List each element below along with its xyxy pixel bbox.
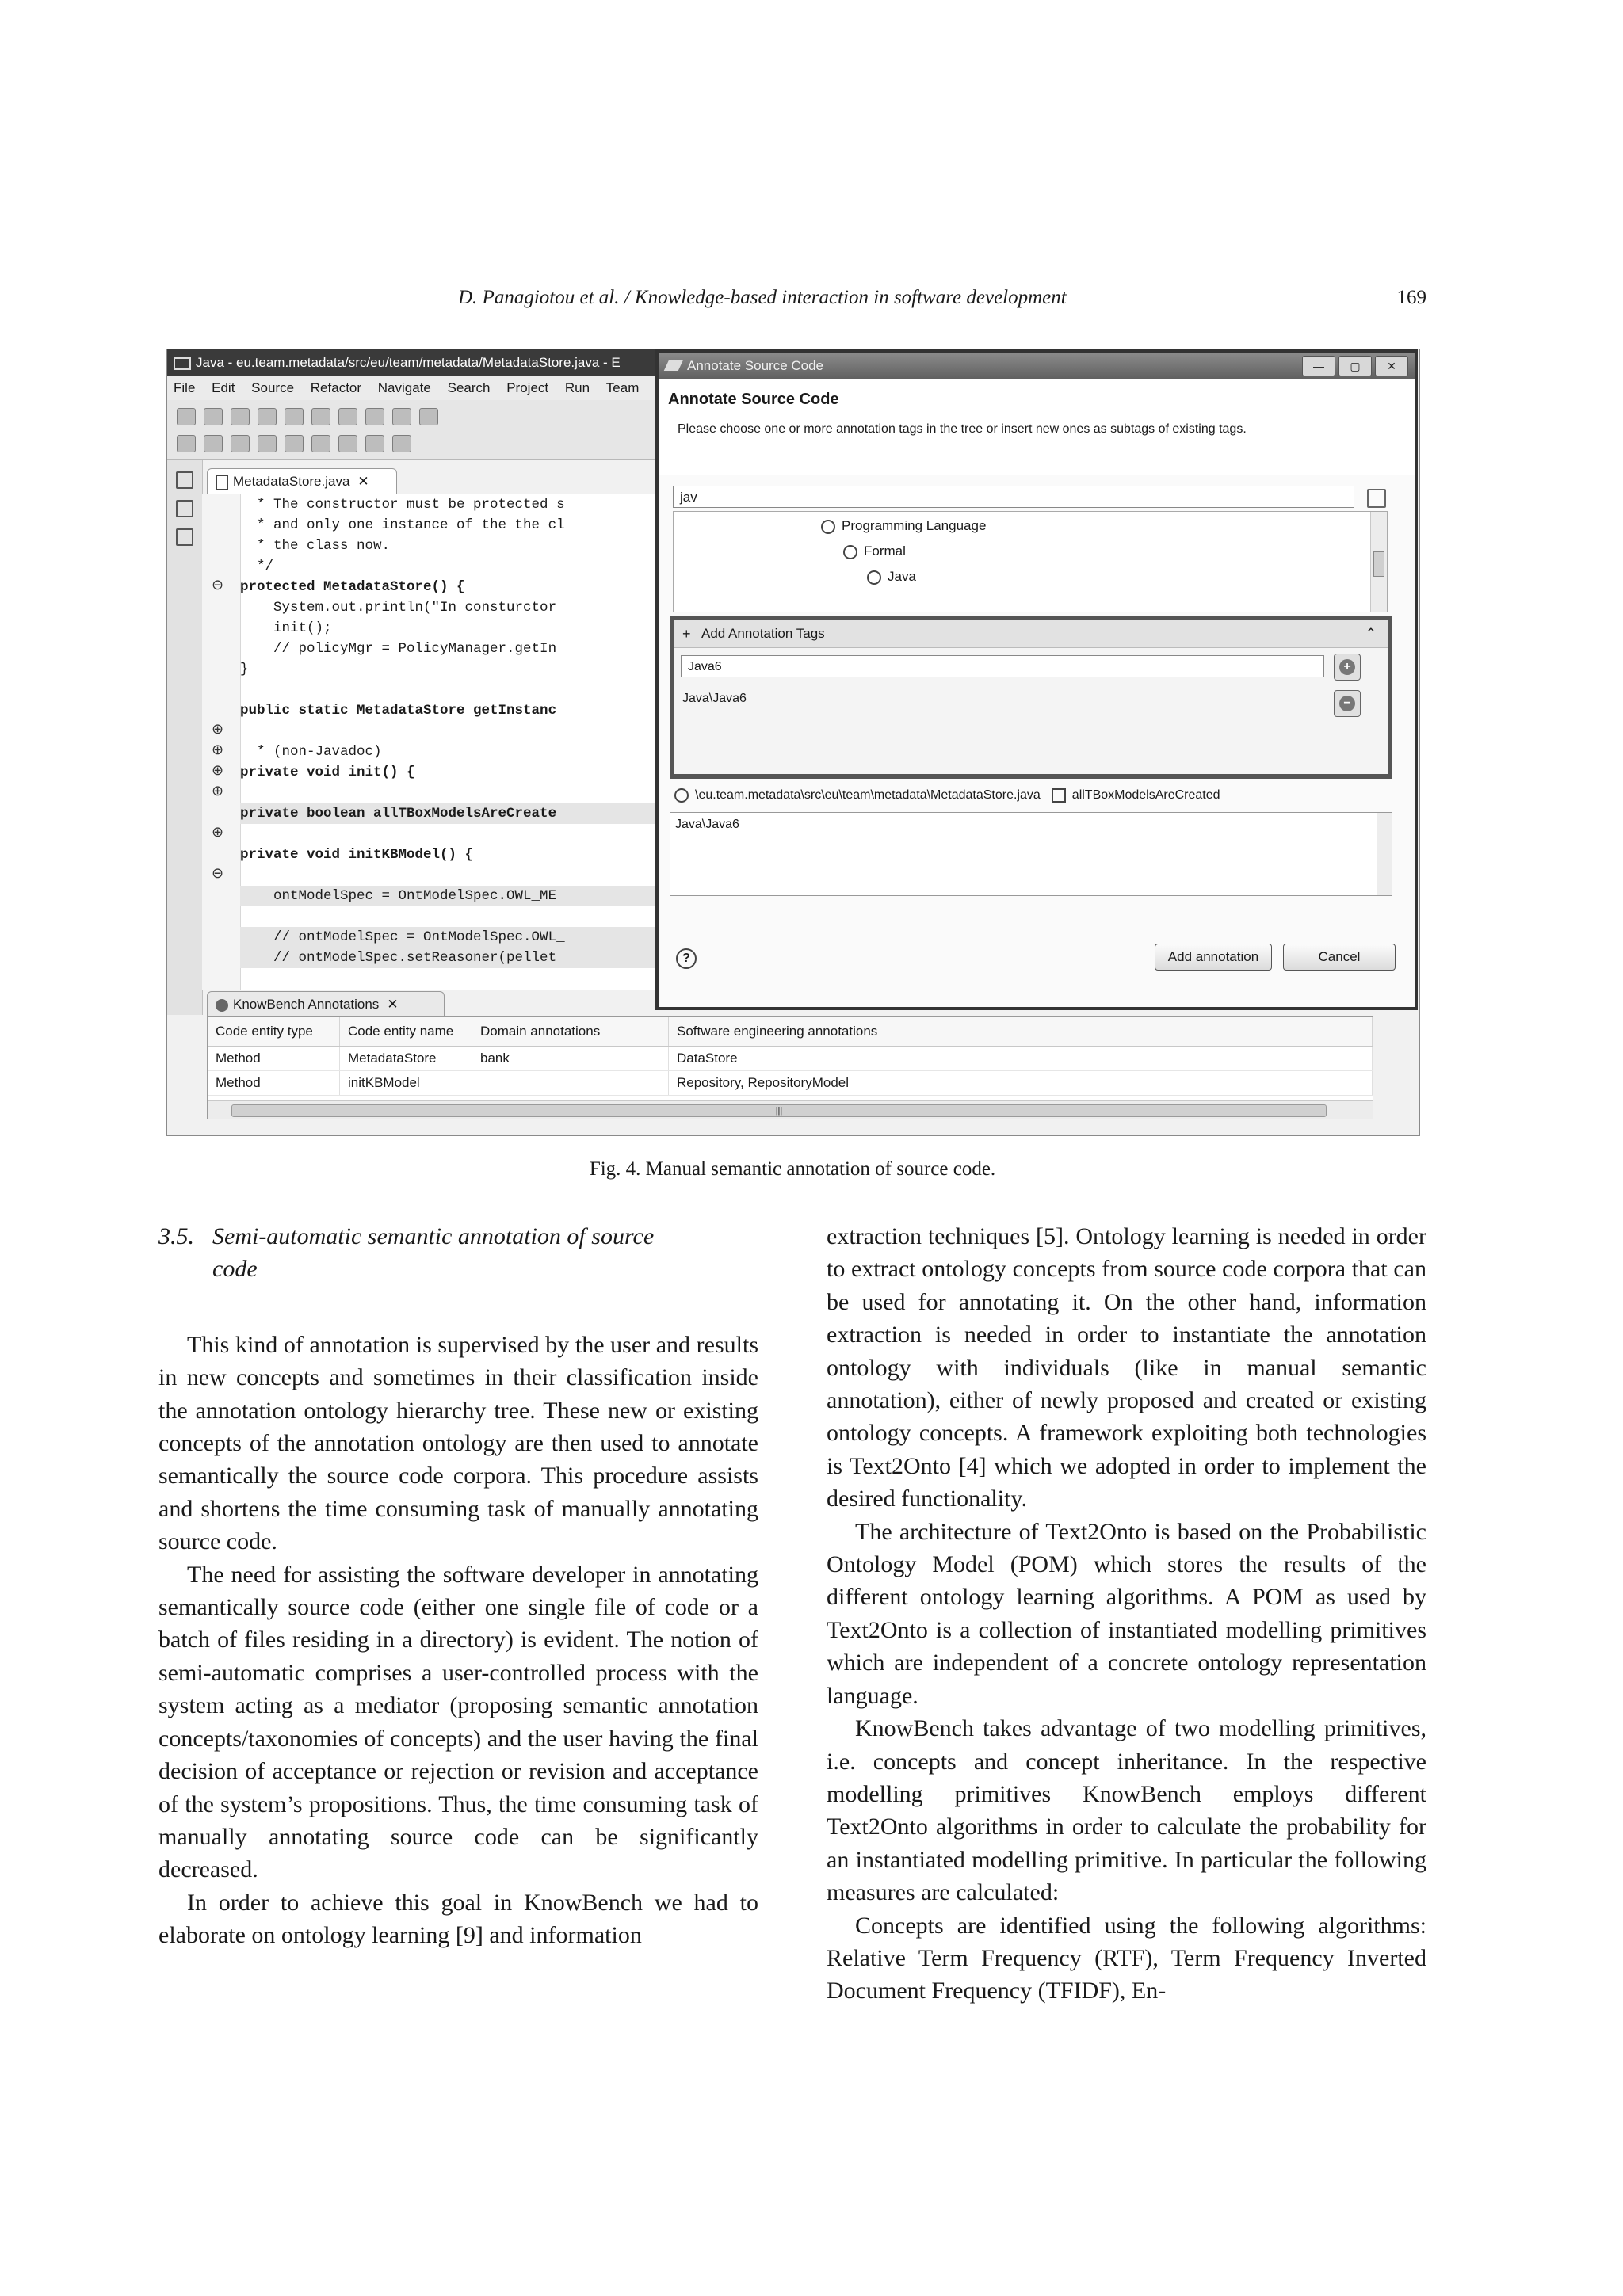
code-line: private void init() { (240, 765, 415, 780)
expand-icon[interactable]: ⊕ (212, 824, 224, 841)
paragraph: This kind of annotation is supervised by the user and results in new concepts and sometimes in their classification inside the annotation ontology hierarchy tree. These new or existing concepts of the annotation ontology are then used to annotate semantically the source code corpora. This procedure assists and shortens the time consuming task of manually annotating source code. (158, 1331, 758, 1555)
figure-caption: Fig. 4. Manual semantic annotation of source code. (589, 1158, 996, 1180)
column-header[interactable]: Code entity name (340, 1017, 472, 1047)
right-column (827, 1220, 1426, 2008)
section-number: 3.5. (158, 1223, 194, 1249)
horizontal-scrollbar[interactable] (208, 1100, 1373, 1119)
cell: DataStore (669, 1047, 1373, 1071)
section-heading (158, 1220, 758, 1286)
dialog-header (659, 379, 1415, 475)
code-line: // ontModelSpec.setReasoner(pellet (240, 948, 678, 968)
maximize-icon[interactable]: ▢ (1338, 356, 1372, 376)
knowbench-icon (216, 999, 228, 1012)
code-line: private void initKBModel() { (240, 847, 474, 863)
section-title-line2: code (212, 1256, 258, 1283)
minimize-icon[interactable]: — (1302, 356, 1335, 376)
print-icon[interactable] (231, 408, 250, 425)
toolbar (167, 400, 674, 460)
code-line: * The constructor must be protected s (240, 497, 565, 513)
menu-project[interactable]: Project (506, 380, 549, 395)
expand-icon[interactable]: ⊕ (212, 762, 224, 779)
open-task-icon[interactable] (177, 435, 196, 452)
next-annotation-icon[interactable] (285, 435, 304, 452)
new-class-icon[interactable] (365, 408, 384, 425)
code-line: * and only one instance of the the cl (240, 517, 565, 533)
previous-annotation-icon[interactable] (311, 435, 330, 452)
cell: MetadataStore (340, 1047, 472, 1071)
code-line: private boolean allTBoxModelsAreCreate (240, 803, 678, 824)
knowbench-annotations-tab[interactable] (207, 991, 445, 1016)
concept-icon (843, 545, 857, 559)
link-icon[interactable] (204, 435, 223, 452)
code-line: protected MetadataStore() { (240, 579, 465, 595)
cell: Repository, RepositoryModel (669, 1071, 1373, 1096)
code-line: System.out.println("In consturctor (240, 600, 557, 616)
running-head: D. Panagiotou et al. / Knowledge-based interaction in software development (458, 287, 1067, 308)
tree-node-label: Programming Language (842, 518, 987, 533)
editor-gutter (202, 494, 241, 990)
code-line: */ (240, 559, 274, 574)
close-icon[interactable]: ✕ (1375, 356, 1408, 376)
close-icon[interactable]: ✕ (387, 997, 399, 1012)
code-line: public static MetadataStore getInstanc (240, 703, 557, 719)
page-number: 169 (1396, 287, 1426, 308)
dialog-heading: Annotate Source Code (668, 391, 839, 408)
panel-title: Add Annotation Tags (701, 626, 825, 641)
menu-edit[interactable]: Edit (212, 380, 235, 395)
textarea-scrollbar[interactable] (1377, 813, 1392, 895)
menu-source[interactable]: Source (251, 380, 295, 395)
tag-search-input[interactable]: jav (673, 486, 1354, 508)
scroll-thumb[interactable]: ||| (231, 1104, 1327, 1117)
scroll-thumb[interactable] (1373, 551, 1384, 577)
new-icon[interactable] (177, 408, 196, 425)
hierarchy-icon[interactable] (176, 500, 193, 517)
open-type-icon[interactable] (392, 408, 411, 425)
breakpoint-icon[interactable] (231, 435, 250, 452)
member-icon (1052, 788, 1066, 803)
menu-refactor[interactable]: Refactor (310, 380, 362, 395)
cube-icon[interactable] (258, 435, 277, 452)
java-file-icon (216, 475, 228, 490)
last-edit-icon[interactable] (338, 435, 357, 452)
pencil-icon (664, 360, 684, 371)
panel-header[interactable] (674, 620, 1388, 648)
code-line: } (240, 662, 249, 677)
cancel-button[interactable]: Cancel (1283, 944, 1396, 971)
new-tag-path: Java\Java6 (682, 692, 747, 705)
menu-bar (167, 376, 674, 400)
annotation-tree[interactable] (673, 511, 1388, 612)
restore-icon[interactable] (176, 471, 193, 489)
column-header[interactable]: Domain annotations (472, 1017, 669, 1047)
add-annotation-button[interactable]: Add annotation (1155, 944, 1272, 971)
remove-tag-button[interactable] (1334, 690, 1361, 717)
save-icon[interactable] (204, 408, 223, 425)
fold-icon[interactable]: ⊖ (212, 865, 224, 882)
left-column (158, 1220, 758, 1952)
eclipse-icon (174, 357, 191, 370)
concept-icon (867, 570, 881, 585)
paragraph: Concepts are identified using the following algorithms: Relative Term Frequency (RTF), Term Frequency Inverted Document Frequency (TFIDF), En- (827, 1912, 1426, 2004)
editor-tab[interactable] (207, 468, 397, 494)
paragraph: The architecture of Text2Onto is based on the Probabilistic Ontology Model (POM) which stores the results of the different ontology learning algorithms. A POM as used by Text2Onto is a collection of instantiated modelling primitives which are independent of a concrete ontology representation language. (827, 1518, 1426, 1709)
search-icon[interactable] (419, 408, 438, 425)
tree-node-label: Formal (864, 543, 906, 559)
selected-tags-area[interactable] (670, 812, 1392, 896)
new-package-icon[interactable] (338, 408, 357, 425)
fold-icon[interactable]: ⊖ (212, 577, 224, 593)
close-icon[interactable]: ✕ (357, 474, 369, 489)
help-icon[interactable]: ? (676, 948, 697, 969)
code-line: // ontModelSpec = OntModelSpec.OWL_ (240, 927, 678, 948)
paragraph: extraction techniques [5]. Ontology learning is needed in order to extract ontology concepts from source code corpora that can be used for annotating it. On the other hand, information extraction is needed in order to instantiate the annotation ontology with individuals (like in manual semantic annotation), either of newly proposed and created or existing ontology concepts. A framework exploiting both technologies is Text2Onto [4] which we adopted in order to implement the desired functionality. (827, 1223, 1426, 1512)
code-line: init(); (240, 620, 332, 636)
paragraph: In order to achieve this goal in KnowBench we had to elaborate on ontology learning [9] and information (158, 1889, 758, 1949)
table-header-row (208, 1017, 1373, 1047)
menu-navigate[interactable]: Navigate (377, 380, 431, 395)
expand-icon[interactable]: ⊕ (212, 783, 224, 799)
selected-tags-value: Java\Java6 (675, 818, 739, 831)
annotations-table (207, 1016, 1373, 1119)
run-icon[interactable] (285, 408, 304, 425)
column-header[interactable]: Code entity type (208, 1017, 340, 1047)
dialog-title-bar (659, 353, 1415, 379)
editor-tab-label: MetadataStore.java (233, 474, 350, 489)
annotate-dialog (655, 349, 1418, 1010)
figure-screenshot (166, 349, 1420, 1136)
location-member: allTBoxModelsAreCreated (1071, 788, 1220, 803)
new-tag-input[interactable]: Java6 (681, 655, 1324, 677)
eclipse-title: Java - eu.team.metadata/src/eu/team/metadata/MetadataStore.java - E (196, 355, 621, 370)
code-line: ontModelSpec = OntModelSpec.OWL_ME (240, 886, 678, 906)
debug-icon[interactable] (258, 408, 277, 425)
code-line: * (non-Javadoc) (240, 744, 382, 760)
cell: bank (472, 1047, 669, 1071)
add-annotation-tags-panel (670, 616, 1392, 779)
cell: Method (208, 1071, 340, 1096)
tree-node-label: Java (888, 569, 916, 584)
cell: initKBModel (340, 1071, 472, 1096)
code-lines (240, 494, 678, 966)
add-tag-button[interactable] (1334, 654, 1361, 681)
table-row[interactable] (208, 1071, 1373, 1096)
expand-icon[interactable]: ⊕ (212, 721, 224, 738)
back-icon[interactable] (365, 435, 384, 452)
code-editor[interactable] (202, 494, 678, 990)
dialog-window-title: Annotate Source Code (687, 358, 824, 373)
cell: Method (208, 1047, 340, 1071)
table-row[interactable] (208, 1047, 1373, 1071)
external-tools-icon[interactable] (311, 408, 330, 425)
location-bar (674, 788, 1220, 803)
section-title-line1: Semi-automatic semantic annotation of source (212, 1223, 655, 1249)
menu-run[interactable]: Run (564, 380, 590, 395)
location-path: \eu.team.metadata\src\eu\team\metadata\MetadataStore.java (695, 788, 1041, 803)
forward-icon[interactable] (392, 435, 411, 452)
expand-icon[interactable]: ⊕ (212, 742, 224, 758)
add-tag-icon: + (682, 626, 691, 642)
minus-icon: − (1339, 696, 1355, 711)
left-trim (167, 460, 203, 1015)
bottom-tab-label: KnowBench Annotations (233, 997, 380, 1012)
cell (472, 1071, 669, 1096)
plus-icon: + (1339, 659, 1355, 675)
clear-search-icon[interactable] (1367, 489, 1386, 508)
tree-node[interactable] (821, 518, 986, 534)
dialog-description: Please choose one or more annotation tags in the tree or insert new ones as subtags of existing tags. (678, 422, 1247, 436)
concept-icon (821, 520, 835, 534)
menu-team[interactable]: Team (605, 380, 640, 395)
outline-icon[interactable] (176, 528, 193, 546)
tree-node[interactable] (867, 569, 916, 585)
code-line: // policyMgr = PolicyManager.getIn (240, 641, 557, 657)
location-icon (674, 788, 689, 803)
eclipse-title-bar (167, 349, 674, 376)
menu-search[interactable]: Search (447, 380, 491, 395)
menu-file[interactable]: File (174, 380, 196, 395)
collapse-icon[interactable]: ⌃ (1365, 626, 1377, 641)
code-line: * the class now. (240, 538, 391, 554)
paragraph: The need for assisting the software developer in annotating semantically source code (either one single file of code or a batch of files residing in a directory) is evident. The notion of semi-automatic comprises a user-controlled process with the system acting as a mediator (proposing semantic annotation concepts/taxonomies of concepts) and the user having the final decision of acceptance or rejection or revision and acceptance of the system’s propositions. Thus, the time consuming task of manually annotating source code can be significantly decreased. (158, 1561, 758, 1883)
column-header[interactable]: Software engineering annotations (669, 1017, 1373, 1047)
tree-scrollbar[interactable] (1370, 512, 1387, 612)
paragraph: KnowBench takes advantage of two modelling primitives, i.e. concepts and concept inheritance. In the respective modelling primitives KnowBench employs different Text2Onto algorithms in order to calculate the probability for an instantiated modelling primitive. In particular the following measures are calculated: (827, 1715, 1426, 1906)
tree-node[interactable] (843, 543, 906, 559)
